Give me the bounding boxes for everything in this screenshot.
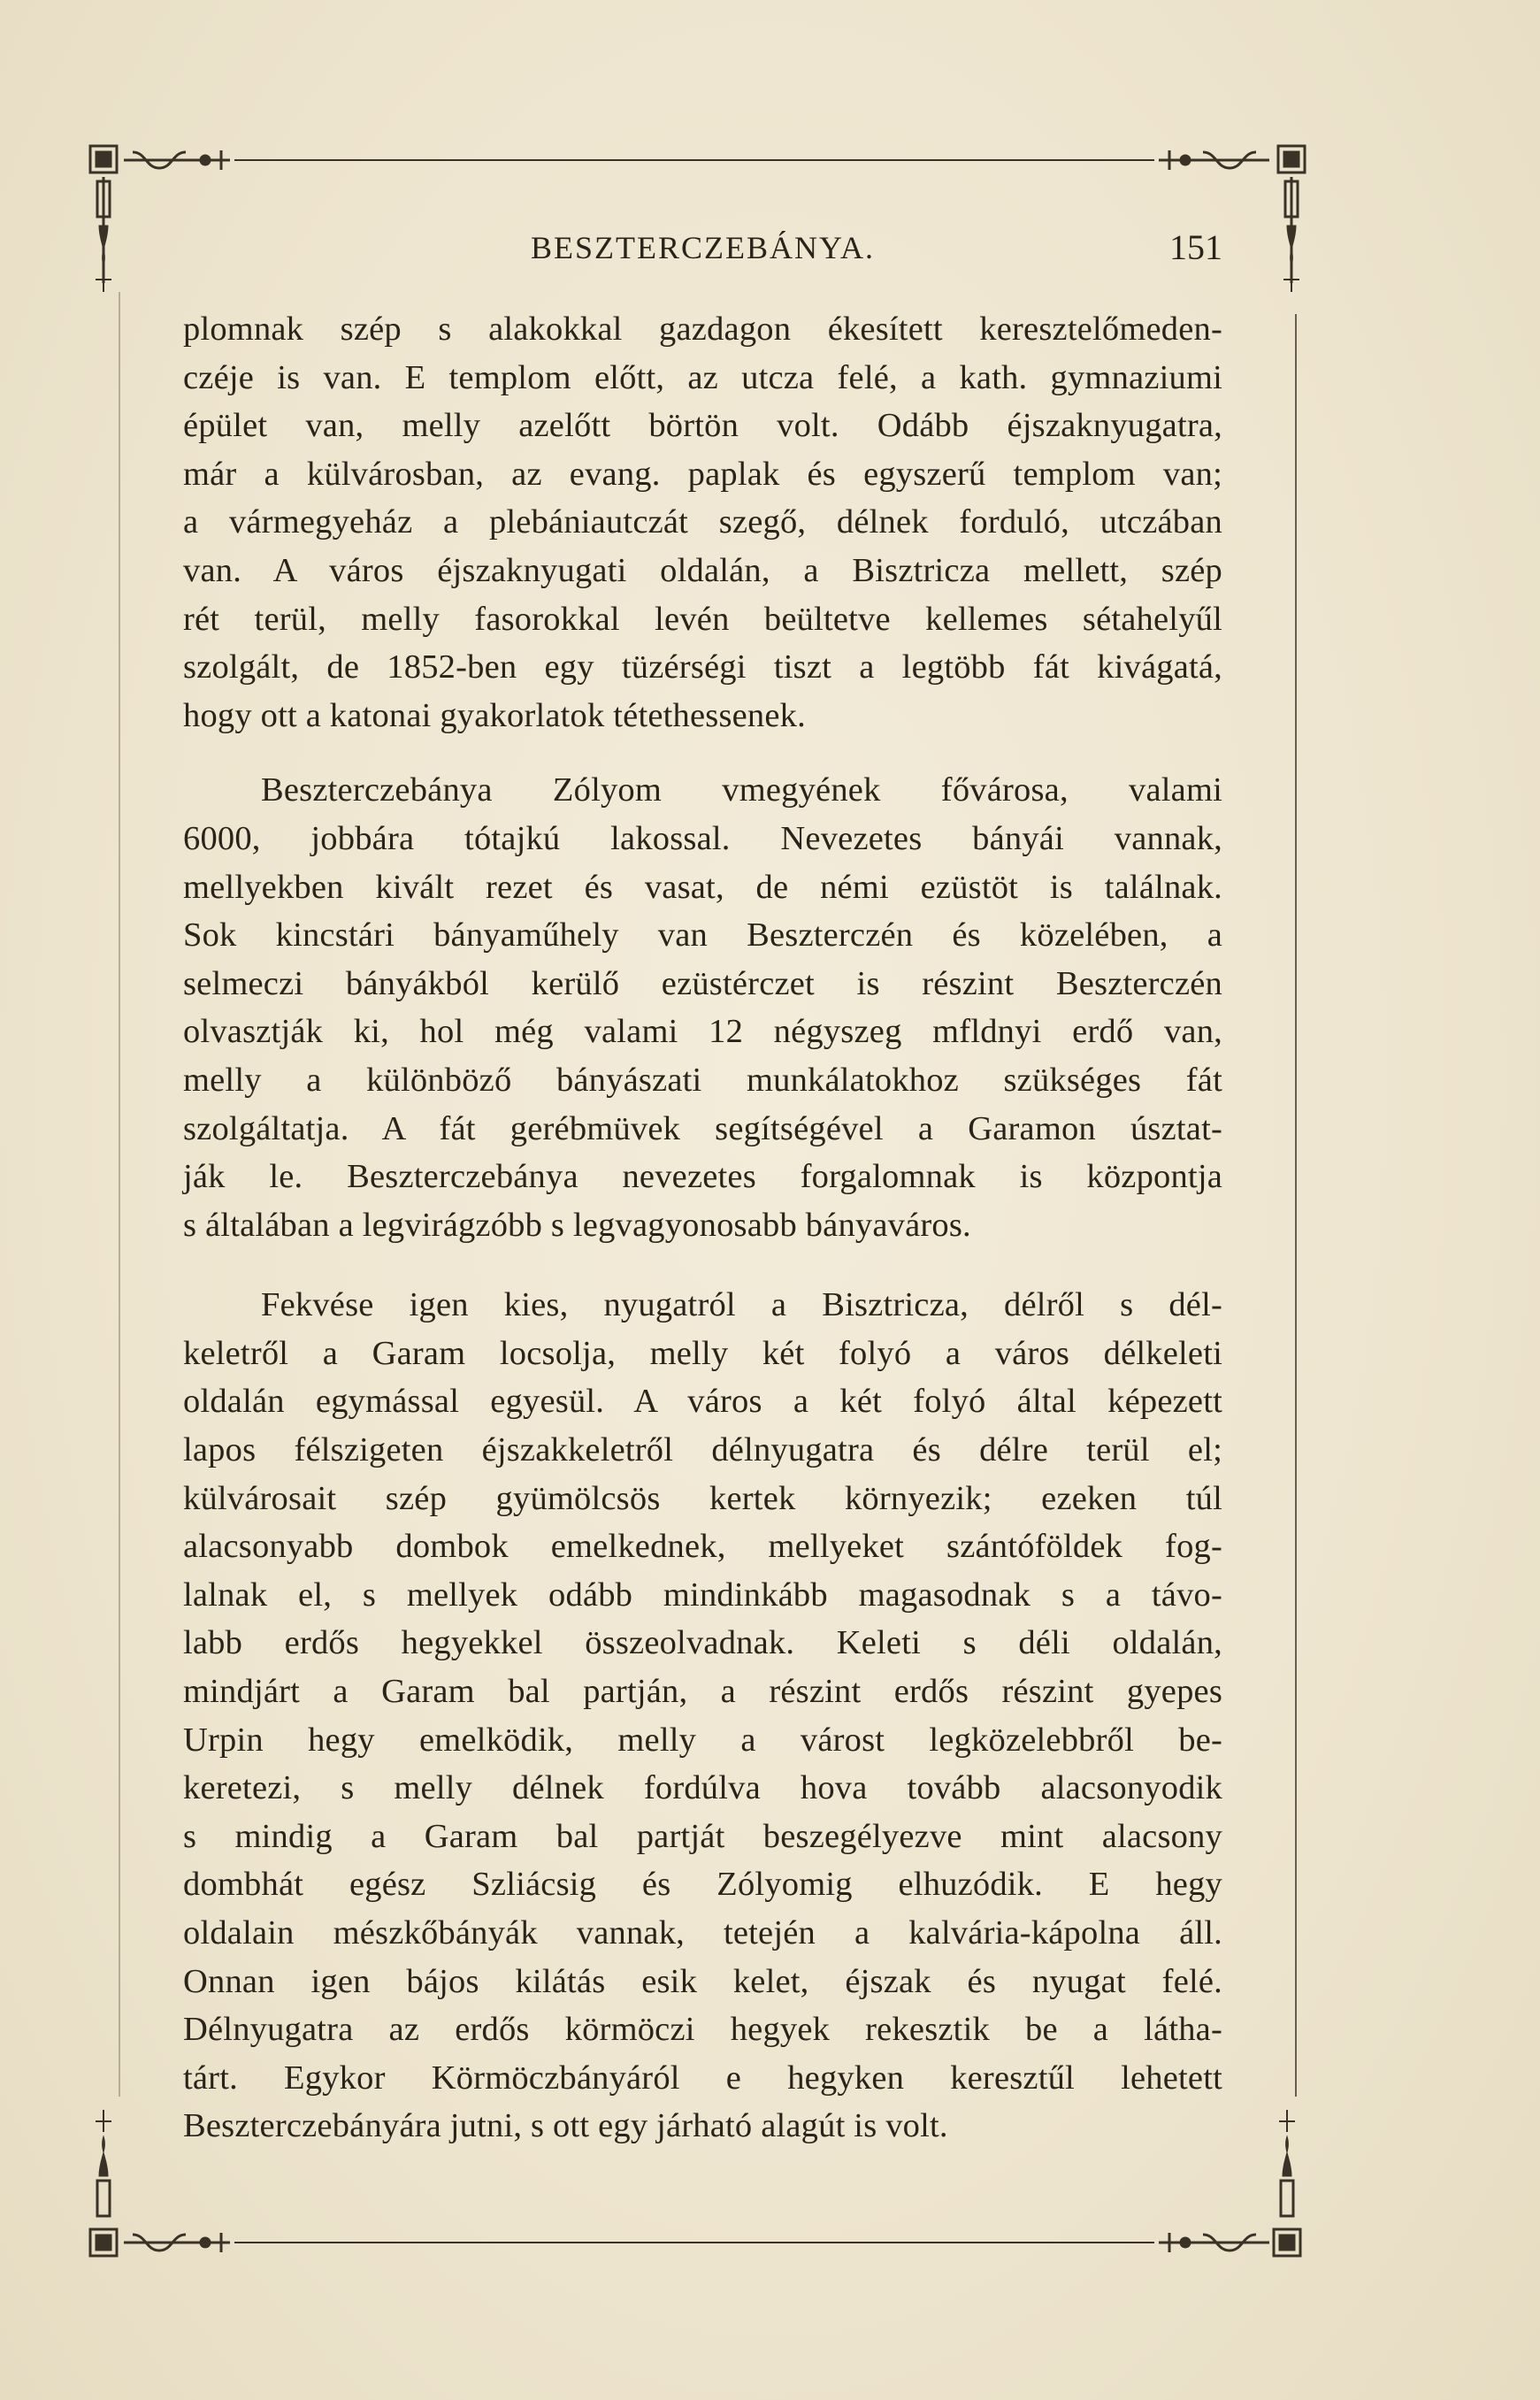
text-line: s mindig a Garam bal partját beszegélyezve mint alacsony [183, 1817, 1222, 1855]
text-line: hogy ott a katonai gyakorlatok tétethessenek. [183, 696, 806, 734]
text-line: Fekvése igen kies, nyugatról a Bisztricza, délről s dél- [261, 1286, 1222, 1324]
text-line: oldalain mészkőbányák vannak, tetején a kalvária-kápolna áll. [183, 1914, 1222, 1951]
text-line: dombhát egész Szliácsig és Zólyomig elhuzódik. E hegy [183, 1866, 1222, 1904]
text-line: mellyekben kivált rezet és vasat, de némi ezüstöt is találnak. [183, 868, 1222, 906]
text-line: plomnak szép s alakokkal gazdagon ékesített keresztelőmeden- [183, 311, 1222, 348]
text-line: tárt. Egykor Körmöczbányáról e hegyken keresztűl lehetett [183, 2059, 1222, 2097]
text-line: 6000, jobbára tótajkú lakossal. Nevezetes bányái vannak, [183, 819, 1222, 857]
text-line: mindjárt a Garam bal partján, a részint erdős részint gyepes [183, 1673, 1222, 1711]
text-line: olvasztják ki, hol még valami 12 négyszeg mfldnyi erdő van, [183, 1013, 1222, 1051]
page-header [183, 221, 1222, 274]
text-line: alacsonyabb dombok emelkednek, mellyeket szántóföldek fog- [183, 1528, 1222, 1566]
text-line: Sok kincstári bányaműhely van Beszterczén és közelében, a [183, 916, 1222, 955]
text-line: rét terül, melly fasorokkal levén beültetve kellemes sétahelyűl [183, 600, 1222, 638]
text-line: szolgáltatja. A fát gerébmüvek segítségével a Garamon úsztat- [183, 1109, 1222, 1147]
text-line: épület van, melly azelőtt börtön volt. Odább éjszaknyugatra, [183, 407, 1222, 445]
text-line: külvárosait szép gyümölcsös kertek környezik; ezeken túl [183, 1479, 1222, 1517]
text-line: labb erdős hegyekkel összeolvadnak. Keleti s déli oldalán, [183, 1624, 1222, 1662]
text-line: keretezi, s melly délnek fordúlva hova tovább alacsonyodik [183, 1769, 1222, 1807]
page-number: 151 [1169, 227, 1222, 267]
paragraph-2 [183, 766, 1222, 1249]
text-line: már a külvárosban, az evang. paplak és egyszerű templom van; [183, 455, 1222, 493]
text-line: czéje is van. E templom előtt, az utcza felé, a kath. gymnaziumi [183, 358, 1222, 396]
text-line: Délnyugatra az erdős körmöczi hegyek rekesztik be a látha- [183, 2011, 1222, 2049]
paragraph-1 [183, 305, 1222, 740]
running-title: BESZTERCZEBÁNYA. [530, 230, 875, 265]
text-line: s általában a legvirágzóbb s legvagyonosabb bányaváros. [183, 1206, 971, 1244]
text-line: oldalán egymással egyesül. A város a két folyó által képezett [183, 1383, 1222, 1421]
text-line: ják le. Beszterczebánya nevezetes forgalomnak is központja [183, 1158, 1222, 1196]
text-line: a vármegyeház a plebániautczát szegő, délnek forduló, utczában [183, 503, 1222, 541]
text-line: melly a különböző bányászati munkálatokhoz szükséges fát [183, 1061, 1222, 1099]
text-line: szolgált, de 1852-ben egy tüzérségi tiszt a legtöbb fát kivágatá, [183, 648, 1222, 686]
paragraph-3 [183, 1281, 1222, 2151]
text-line: lapos félszigeten éjszakkeletről délnyugatra és délre terül el; [183, 1431, 1222, 1469]
text-line: Beszterczebánya Zólyom vmegyének fővárosa, valami [261, 771, 1222, 809]
text-line: selmeczi bányákból kerülő ezüstérczet is részint Beszterczén [183, 964, 1222, 1002]
text-line: van. A város éjszaknyugati oldalán, a Bisztricza mellett, szép [183, 551, 1222, 589]
text-line: Onnan igen bájos kilátás esik kelet, éjszak és nyugat felé. [183, 1962, 1222, 2000]
body-text [183, 305, 1222, 2151]
text-line: Urpin hegy emelködik, melly a várost legközelebbről be- [183, 1721, 1222, 1759]
text-line: keletről a Garam locsolja, melly két folyó a város délkeleti [183, 1334, 1222, 1372]
text-line: lalnak el, s mellyek odább mindinkább magasodnak s a távo- [183, 1576, 1222, 1614]
text-line: Beszterczebányára jutni, s ott egy járható alagút is volt. [183, 2107, 948, 2145]
